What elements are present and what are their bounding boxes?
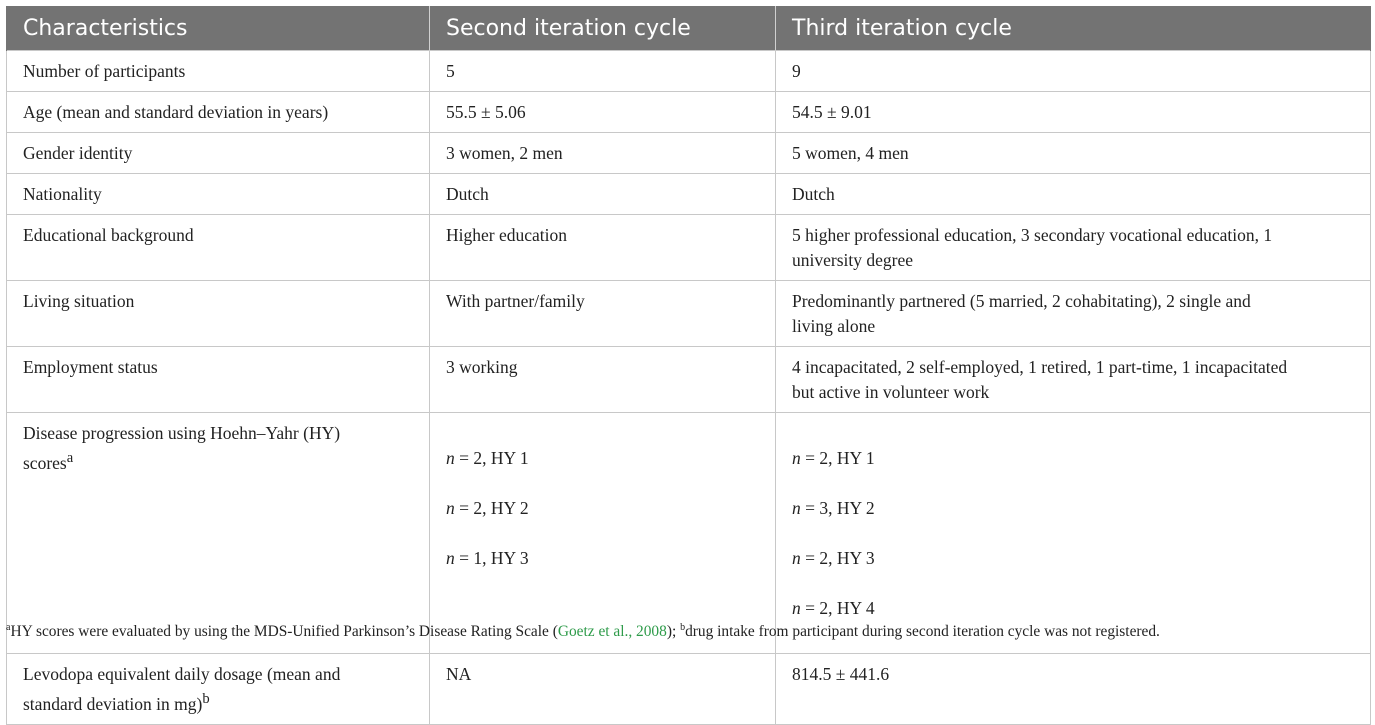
table-row bbox=[7, 92, 1371, 133]
header-characteristics: Characteristics bbox=[7, 6, 430, 51]
table-row bbox=[7, 281, 1371, 347]
n-symbol: n bbox=[792, 548, 801, 568]
second-cycle-value: With partner/family bbox=[430, 281, 776, 347]
second-cycle-value: 55.5 ± 5.06 bbox=[430, 92, 776, 133]
second-cycle-value: Higher education bbox=[430, 215, 776, 281]
citation-link[interactable]: Goetz et al., 2008 bbox=[557, 623, 667, 640]
third-cycle-value: 5 higher professional education, 3 secondary vocational education, 1 university degree bbox=[776, 215, 1371, 281]
n-symbol: n bbox=[446, 548, 455, 568]
hy-line bbox=[446, 446, 761, 471]
hy-value: = 2, HY 2 bbox=[454, 498, 529, 518]
characteristics-table-container bbox=[6, 6, 1370, 725]
third-cycle-value: 4 incapacitated, 2 self-employed, 1 retired, 1 part-time, 1 incapacitated but active in volunteer work bbox=[776, 347, 1371, 413]
characteristics-table bbox=[6, 6, 1371, 725]
hy-line bbox=[792, 446, 1356, 471]
hy-value: = 2, HY 1 bbox=[454, 448, 529, 468]
footnote-b-text: drug intake from participant during second iteration cycle was not registered. bbox=[685, 623, 1160, 640]
footnote-a-mark: a bbox=[6, 622, 11, 633]
n-symbol: n bbox=[446, 448, 455, 468]
table-header-row bbox=[7, 6, 1371, 51]
second-cycle-value: 3 women, 2 men bbox=[430, 133, 776, 174]
third-cycle-value: 5 women, 4 men bbox=[776, 133, 1371, 174]
hy-value: = 2, HY 4 bbox=[800, 598, 875, 618]
n-symbol: n bbox=[792, 498, 801, 518]
third-cycle-value: Predominantly partnered (5 married, 2 cohabitating), 2 single and living alone bbox=[776, 281, 1371, 347]
row-label: Age (mean and standard deviation in years) bbox=[7, 92, 430, 133]
hy-value: = 2, HY 1 bbox=[800, 448, 875, 468]
hy-value: = 1, HY 3 bbox=[454, 548, 529, 568]
second-cycle-value: Dutch bbox=[430, 174, 776, 215]
table-row bbox=[7, 51, 1371, 92]
hy-value: = 2, HY 3 bbox=[800, 548, 875, 568]
row-label bbox=[7, 654, 430, 725]
row-label-text: Levodopa equivalent daily dosage (mean and standard deviation in mg) bbox=[23, 664, 341, 714]
table-row bbox=[7, 133, 1371, 174]
table-footnote bbox=[6, 622, 1370, 641]
third-cycle-value: 9 bbox=[776, 51, 1371, 92]
row-label: Employment status bbox=[7, 347, 430, 413]
row-label: Living situation bbox=[7, 281, 430, 347]
row-label: Number of participants bbox=[7, 51, 430, 92]
second-cycle-value: 3 working bbox=[430, 347, 776, 413]
header-second-iteration: Second iteration cycle bbox=[430, 6, 776, 51]
hy-value: = 3, HY 2 bbox=[800, 498, 875, 518]
footnote-b-mark: b bbox=[680, 622, 686, 633]
n-symbol: n bbox=[446, 498, 455, 518]
footnote-mark-a: a bbox=[66, 450, 74, 466]
third-cycle-value: 814.5 ± 441.6 bbox=[776, 654, 1371, 725]
row-label: Educational background bbox=[7, 215, 430, 281]
second-cycle-value bbox=[430, 413, 776, 654]
row-label bbox=[7, 413, 430, 654]
hy-line bbox=[446, 496, 761, 521]
table-row bbox=[7, 215, 1371, 281]
hy-line bbox=[792, 496, 1356, 521]
table-row bbox=[7, 174, 1371, 215]
table-row bbox=[7, 654, 1371, 725]
hy-line bbox=[792, 546, 1356, 571]
third-cycle-value: 54.5 ± 9.01 bbox=[776, 92, 1371, 133]
table-row bbox=[7, 347, 1371, 413]
hy-line bbox=[792, 596, 1356, 621]
row-label: Nationality bbox=[7, 174, 430, 215]
second-cycle-value: 5 bbox=[430, 51, 776, 92]
header-third-iteration: Third iteration cycle bbox=[776, 6, 1371, 51]
footnote-a-text: HY scores were evaluated by using the MDS-Unified Parkinson’s Disease Rating Scale ( bbox=[10, 623, 558, 640]
row-label: Gender identity bbox=[7, 133, 430, 174]
hy-line bbox=[446, 546, 761, 571]
table-row bbox=[7, 413, 1371, 654]
footnote-a-end: ); bbox=[666, 623, 677, 640]
n-symbol: n bbox=[792, 598, 801, 618]
row-label-text: Disease progression using Hoehn–Yahr (HY) scores bbox=[23, 423, 341, 473]
second-cycle-value: NA bbox=[430, 654, 776, 725]
footnote-mark-b: b bbox=[202, 691, 210, 707]
n-symbol: n bbox=[792, 448, 801, 468]
third-cycle-value bbox=[776, 413, 1371, 654]
third-cycle-value: Dutch bbox=[776, 174, 1371, 215]
